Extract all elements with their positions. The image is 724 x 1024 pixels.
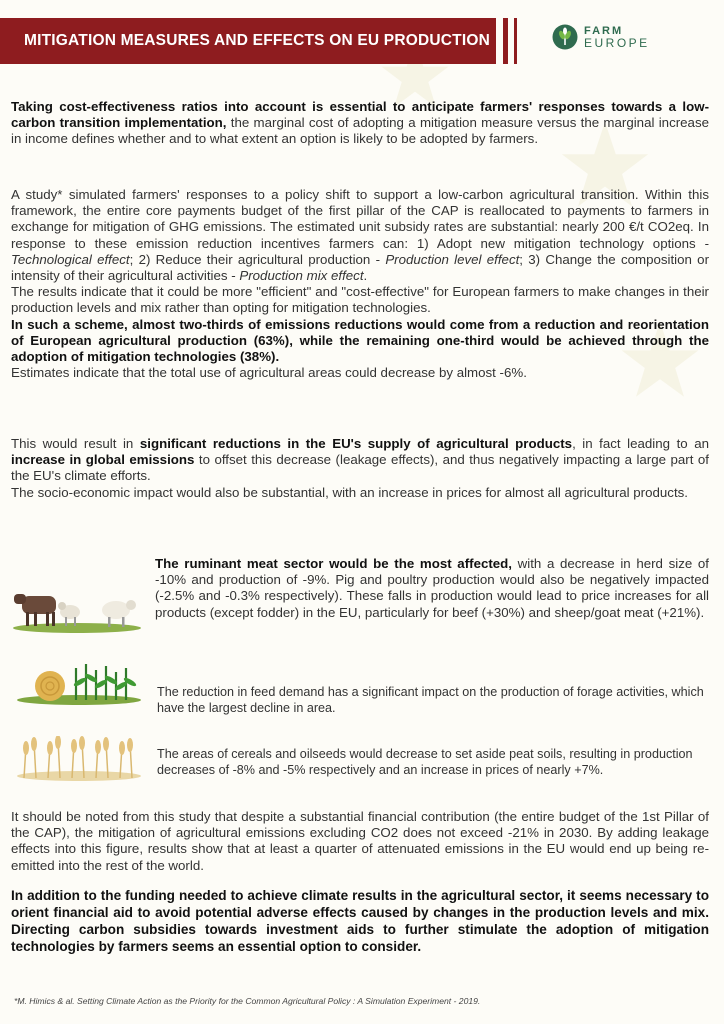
key-finding: In such a scheme, almost two-thirds of emissions reductions would come from a reduction and reorientation of European agricultural production (63%), while the remaining one-third would be achieved through the adoption of mitigation technologies (38%). xyxy=(11,316,709,365)
ruminant-bold: The ruminant meat sector would be the most affected, xyxy=(155,556,512,571)
page-title: MITIGATION MEASURES AND EFFECTS ON EU PRODUCTION xyxy=(24,32,490,49)
study-text: ; 2) Reduce their agricultural production - xyxy=(129,251,386,267)
impact-text: , in fact leading to an xyxy=(572,436,709,451)
socio-economic-paragraph: The socio-economic impact would also be substantial, with an increase in prices for almost all agricultural products. xyxy=(11,484,688,500)
study-text: A study* simulated farmers' responses to a policy shift to support a low-carbon agricultural transition. Within this framework, the entire core payments budget of the first pillar of the CAP is reallocated to payments to farmers in exchange for mitigation of GHG emissions. The estimated unit subsidy rates are substantial: nearly 200 €/t CO2eq. In response to these emission reduction incentives farmers can: 1) Adopt new mitigation technology options - xyxy=(11,187,709,251)
impact-bold: increase in global emissions xyxy=(11,452,195,468)
ruminant-paragraph xyxy=(155,556,709,621)
header-stripe xyxy=(503,18,508,64)
livestock-icon xyxy=(10,584,144,634)
ruminant-text: with a decrease in herd size of -10% and production of -9%. Pig and poultry production would also be negatively impacted (-2.5% and -0.3% respectively). These falls in production would lead to price increases for all products (except fodder) in the EU, particularly for beef (+30%) and sheep/goat meat (+21%). xyxy=(155,556,709,620)
study-text: . xyxy=(363,268,368,284)
impact-text: to offset this decrease (leakage effects), and thus negatively impacting a large part of the EU's climate efforts. xyxy=(11,452,709,484)
logo-line2: EUROPE xyxy=(584,35,650,50)
footnote: *M. Himics & al. Setting Climate Action as the Priority for the Common Agricultural Policy : A Simulation Experiment - 2019. xyxy=(14,996,481,1006)
intro-paragraph xyxy=(11,99,709,148)
logo-line1: FARM xyxy=(584,24,624,37)
results-paragraph: The results indicate that it could be more "efficient" and "cost-effective" for European farmers to make changes in their production levels and mix rather than opting for mitigation technologies. xyxy=(11,284,709,316)
wheat-field-icon xyxy=(14,736,144,782)
conclusion-section xyxy=(11,887,709,955)
impact-section xyxy=(11,436,709,501)
study-section xyxy=(11,187,709,381)
production-level-effect-label: Production level effect xyxy=(385,251,520,267)
forage-paragraph: The reduction in feed demand has a significant impact on the production of forage activities, which have the largest decline in area. xyxy=(157,685,704,716)
study-text: ; 3) Change the composition or intensity of their agricultural activities - xyxy=(11,251,710,284)
production-mix-effect-label: Production mix effect xyxy=(239,268,364,284)
header-banner xyxy=(0,18,496,64)
note-paragraph: It should be noted from this study that despite a substantial financial contribution (the entire budget of the 1st Pillar of the CAP), the mitigation of agricultural emissions excluding CO2 does not exceed -21% in 2030. By adding leakage effects into this figure, results show that at least a quarter of attenuated emissions in the EU would end up being re-emitted into the rest of the world. xyxy=(11,809,709,873)
impact-text: This would result in xyxy=(11,436,140,451)
wheat-sprout-icon xyxy=(552,24,578,50)
cereal-paragraph: The areas of cereals and oilseeds would decrease to set aside peat soils, resulting in production decreases of -8% and -5% respectively and an increase in prices of nearly +7%. xyxy=(157,747,693,778)
study-paragraph xyxy=(11,187,709,284)
intro-bold: Taking cost-effectiveness ratios into account is essential to anticipate farmers' responses towards a low-carbon transition implementation, xyxy=(11,99,709,131)
header-stripe xyxy=(514,18,517,64)
intro-text: the marginal cost of adopting a mitigation measure versus the marginal increase in income defines whether and to what extent an option is likely to be adopted by farmers. xyxy=(11,115,709,147)
conclusion-bold: In addition to the funding needed to achieve climate results in the agricultural sector, it seems necessary to orient financial aid to avoid potential adverse effects caused by changes in the production levels and mix. Directing carbon subsidies towards investment aids to further stimulate the adoption of mitigation technologies by farmers seems an essential option to consider. xyxy=(11,888,709,954)
technological-effect-label: Technological effect xyxy=(11,251,130,267)
impact-bold: significant reductions in the EU's supply of agricultural products xyxy=(139,436,573,451)
area-estimate: Estimates indicate that the total use of agricultural areas could decrease by almost -6%. xyxy=(11,365,527,381)
farm-europe-logo xyxy=(552,24,650,50)
hay-bale-maize-icon xyxy=(14,660,144,706)
